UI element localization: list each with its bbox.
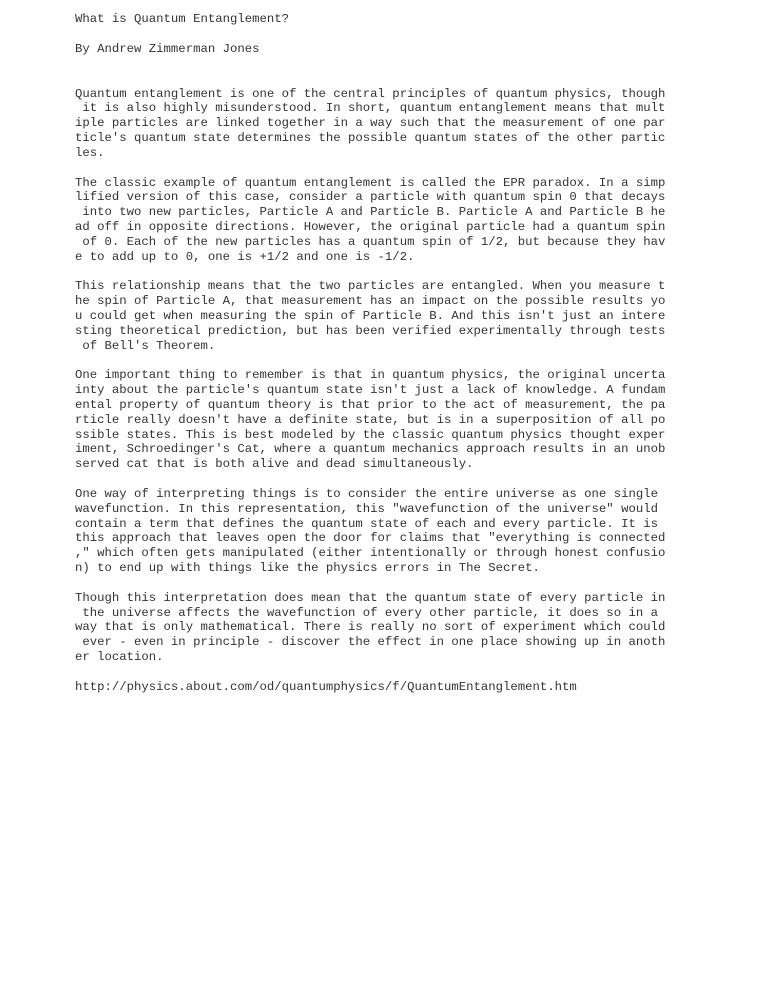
paragraph-4 xyxy=(75,368,675,472)
paragraph-line: ," which often gets manipulated (either intentionally or through honest confusio xyxy=(75,546,666,561)
source-block xyxy=(75,680,675,695)
paragraph-line: served cat that is both alive and dead simultaneously. xyxy=(75,457,474,472)
paragraph-line: ad off in opposite directions. However, the original particle had a quantum spin xyxy=(75,219,666,234)
paragraph-line: of Bell's Theorem. xyxy=(75,338,216,353)
paragraph-line: he spin of Particle A, that measurement has an impact on the possible results yo xyxy=(75,294,666,309)
paragraph-line: of 0. Each of the new particles has a quantum spin of 1/2, but because they hav xyxy=(75,234,666,249)
paragraph-line: inty about the particle's quantum state isn't just a lack of knowledge. A fundam xyxy=(75,383,666,398)
paragraph-2 xyxy=(75,176,675,265)
document-page xyxy=(75,12,675,709)
paragraph-line: way that is only mathematical. There is really no sort of experiment which could xyxy=(75,620,666,635)
paragraph-line: This relationship means that the two particles are entangled. When you measure t xyxy=(75,279,666,294)
paragraph-line: it is also highly misunderstood. In short, quantum entanglement means that mult xyxy=(75,101,666,116)
paragraph-line: lified version of this case, consider a particle with quantum spin 0 that decays xyxy=(75,190,666,205)
author-byline: By Andrew Zimmerman Jones xyxy=(75,41,260,56)
paragraph-line: iple particles are linked together in a way such that the measurement of one par xyxy=(75,116,666,131)
paragraph-line: ssible states. This is best modeled by the classic quantum physics thought exper xyxy=(75,427,666,442)
paragraph-line: ental property of quantum theory is that prior to the act of measurement, the pa xyxy=(75,397,666,412)
paragraph-line: One way of interpreting things is to consider the entire universe as one single xyxy=(75,486,658,501)
paragraph-line: contain a term that defines the quantum state of each and every particle. It is xyxy=(75,516,658,531)
paragraph-line: Though this interpretation does mean that the quantum state of every particle in xyxy=(75,590,666,605)
paragraph-line: rticle really doesn't have a definite state, but is in a superposition of all po xyxy=(75,412,666,427)
paragraph-1 xyxy=(75,87,675,161)
paragraph-line: ticle's quantum state determines the possible quantum states of the other partic xyxy=(75,130,666,145)
paragraph-line: sting theoretical prediction, but has been verified experimentally through tests xyxy=(75,323,666,338)
paragraph-5 xyxy=(75,487,675,576)
document-title-block xyxy=(75,12,675,27)
paragraph-line: e to add up to 0, one is +1/2 and one is -1/2. xyxy=(75,249,415,264)
paragraph-line: er location. xyxy=(75,649,164,664)
paragraph-line: One important thing to remember is that in quantum physics, the original uncerta xyxy=(75,368,666,383)
paragraph-line: wavefunction. In this representation, this "wavefunction of the universe" would xyxy=(75,501,658,516)
paragraph-line: this approach that leaves open the door for claims that "everything is connected xyxy=(75,531,666,546)
paragraph-line: n) to end up with things like the physics errors in The Secret. xyxy=(75,560,540,575)
paragraph-line: the universe affects the wavefunction of every other particle, it does so in a xyxy=(75,605,658,620)
paragraph-line: ever - even in principle - discover the effect in one place showing up in anoth xyxy=(75,635,666,650)
paragraph-line: Quantum entanglement is one of the central principles of quantum physics, though xyxy=(75,86,666,101)
paragraph-line: les. xyxy=(75,145,105,160)
paragraph-line: u could get when measuring the spin of Particle B. And this isn't just an intere xyxy=(75,308,666,323)
paragraph-6 xyxy=(75,591,675,665)
document-title: What is Quantum Entanglement? xyxy=(75,12,290,26)
paragraph-line: into two new particles, Particle A and Particle B. Particle A and Particle B he xyxy=(75,205,666,220)
source-url: http://physics.about.com/od/quantumphysics/f/QuantumEntanglement.htm xyxy=(75,679,577,694)
paragraph-line: The classic example of quantum entanglement is called the EPR paradox. In a simp xyxy=(75,175,666,190)
byline-block xyxy=(75,42,675,57)
paragraph-3 xyxy=(75,279,675,353)
paragraph-line: iment, Schroedinger's Cat, where a quantum mechanics approach results in an unob xyxy=(75,442,666,457)
